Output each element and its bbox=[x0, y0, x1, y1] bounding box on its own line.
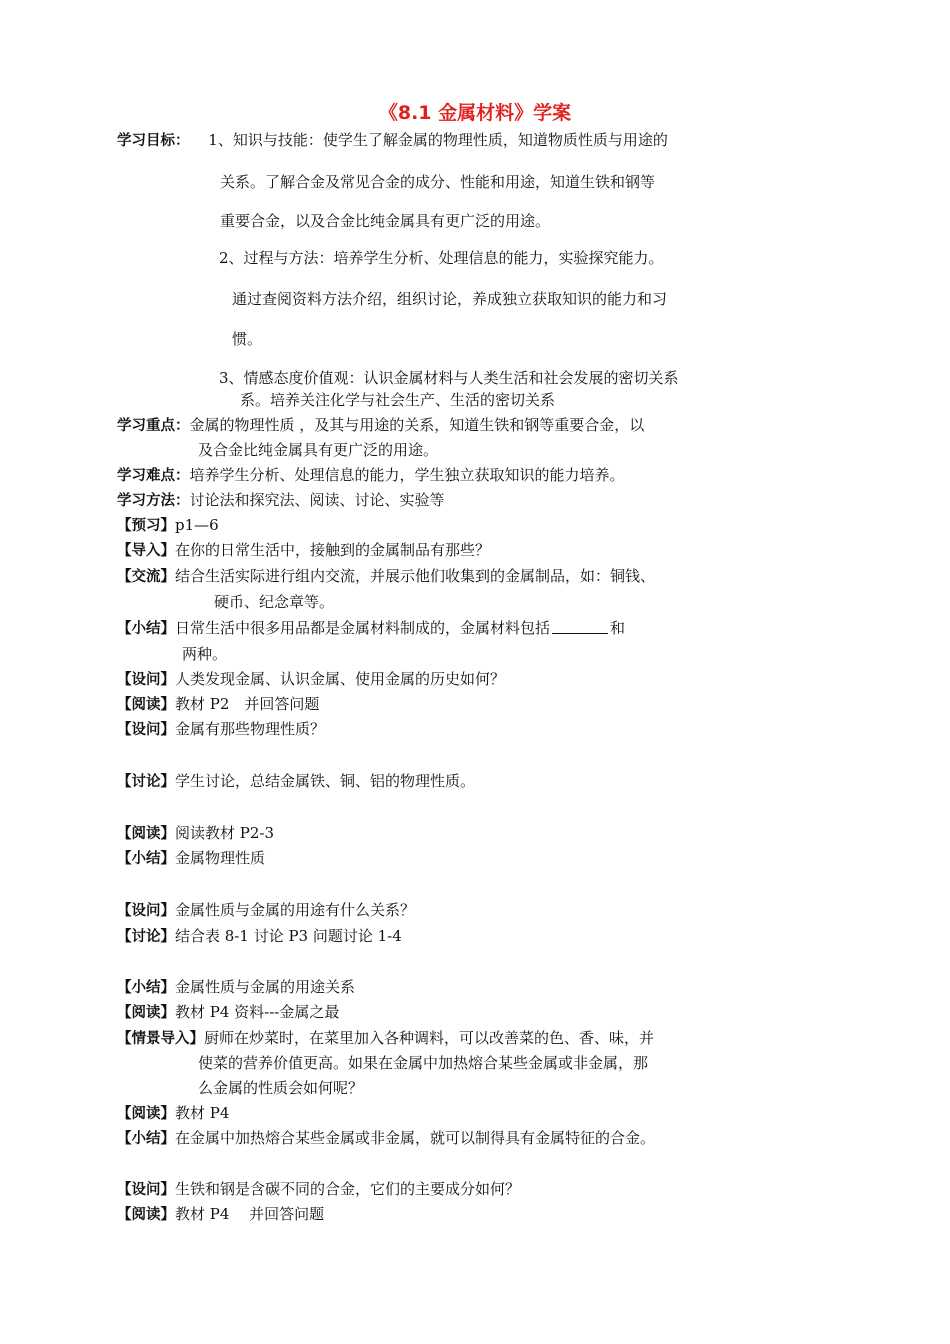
step-summary-uses: 【小结】金属性质与金属的用途关系 bbox=[117, 978, 356, 996]
step-scenario-cont-2: 么金属的性质会如何呢？ bbox=[198, 1079, 364, 1097]
step-read-p4-data: 【阅读】教材 P4 资料---金属之最 bbox=[117, 1003, 340, 1021]
difficulties-text: 培养学生分析、处理信息的能力，学生独立获取知识的能力培养。 bbox=[189, 466, 625, 484]
objective-process-line-2: 通过查阅资料方法介绍，组织讨论，养成独立获取知识的能力和习 bbox=[232, 290, 668, 308]
objective-process-line-3: 惯。 bbox=[232, 330, 263, 348]
methods-text: 讨论法和探究法、阅读、讨论、实验等 bbox=[189, 491, 445, 509]
step-exchange-cont: 硬币、纪念章等。 bbox=[214, 593, 335, 611]
key-points-line-1: 金属的物理性质 ，及其与用途的关系，知道生铁和钢等重要合金，以 bbox=[189, 416, 645, 434]
fill-in-blank[interactable] bbox=[552, 619, 608, 634]
step-discussion: 【讨论】学生讨论，总结金属铁、铜、铝的物理性质。 bbox=[117, 772, 476, 790]
key-points-label: 学习重点： bbox=[117, 418, 190, 434]
step-preview: 【预习】p1—6 bbox=[117, 516, 219, 534]
step-discussion-table: 【讨论】结合表 8-1 讨论 P3 问题讨论 1-4 bbox=[117, 927, 402, 945]
step-summary-physical: 【小结】金属物理性质 bbox=[117, 849, 266, 867]
step-summary-alloy: 【小结】在金属中加热熔合某些金属或非金属，就可以制得具有金属特征的合金。 bbox=[117, 1129, 656, 1147]
objective-emotion-line-2: 系。培养关注化学与社会生产、生活的密切关系 bbox=[240, 391, 556, 409]
objective-emotion-line-1: 3、情感态度价值观：认识金属材料与人类生活和社会发展的密切关系 bbox=[219, 369, 679, 387]
page-title: 《8.1 金属材料》学案 bbox=[378, 102, 572, 124]
objective-process-line-1: 2、过程与方法：培养学生分析、处理信息的能力，实验探究能力。 bbox=[219, 249, 664, 267]
step-question-history: 【设问】人类发现金属、认识金属、使用金属的历史如何？ bbox=[117, 670, 506, 688]
step-intro: 【导入】在你的日常生活中，接触到的金属制品有那些？ bbox=[117, 541, 491, 559]
step-read-p4-answer: 【阅读】教材 P4 并回答问题 bbox=[117, 1205, 325, 1223]
objective-knowledge-line-3: 重要合金，以及合金比纯金属具有更广泛的用途。 bbox=[220, 212, 551, 230]
step-summary-materials: 【小结】日常生活中很多用品都是金属材料制成的，金属材料包括 和 bbox=[117, 619, 626, 637]
step-scenario-cont-1: 使菜的营养价值更高。如果在金属中加热熔合某些金属或非金属，那 bbox=[198, 1054, 649, 1072]
step-read-p2: 【阅读】教材 P2 并回答问题 bbox=[117, 695, 320, 713]
objective-knowledge-line-1: 1、知识与技能：使学生了解金属的物理性质，知道物质性质与用途的 bbox=[208, 131, 668, 149]
objectives-label: 学习目标： bbox=[117, 133, 190, 149]
step-question-properties: 【设问】金属有那些物理性质？ bbox=[117, 720, 326, 738]
difficulties-label: 学习难点： bbox=[117, 468, 190, 484]
key-points-line-2: 及合金比纯金属具有更广泛的用途。 bbox=[198, 441, 439, 459]
step-summary-materials-cont: 两种。 bbox=[182, 645, 228, 663]
step-scenario: 【情景导入】厨师在炒菜时，在菜里加入各种调料，可以改善菜的色、香、味，并 bbox=[117, 1029, 655, 1047]
objective-knowledge-line-2: 关系。了解合金及常见合金的成分、性能和用途，知道生铁和钢等 bbox=[220, 173, 656, 191]
step-read-p4: 【阅读】教材 P4 bbox=[117, 1104, 230, 1122]
step-question-iron-steel: 【设问】生铁和钢是含碳不同的合金，它们的主要成分如何？ bbox=[117, 1180, 521, 1198]
step-question-uses: 【设问】金属性质与金属的用途有什么关系？ bbox=[117, 901, 416, 919]
step-read-p2-3: 【阅读】阅读教材 P2-3 bbox=[117, 824, 275, 842]
methods-label: 学习方法： bbox=[117, 493, 190, 509]
step-exchange: 【交流】结合生活实际进行组内交流，并展示他们收集到的金属制品，如：铜钱、 bbox=[117, 567, 656, 585]
